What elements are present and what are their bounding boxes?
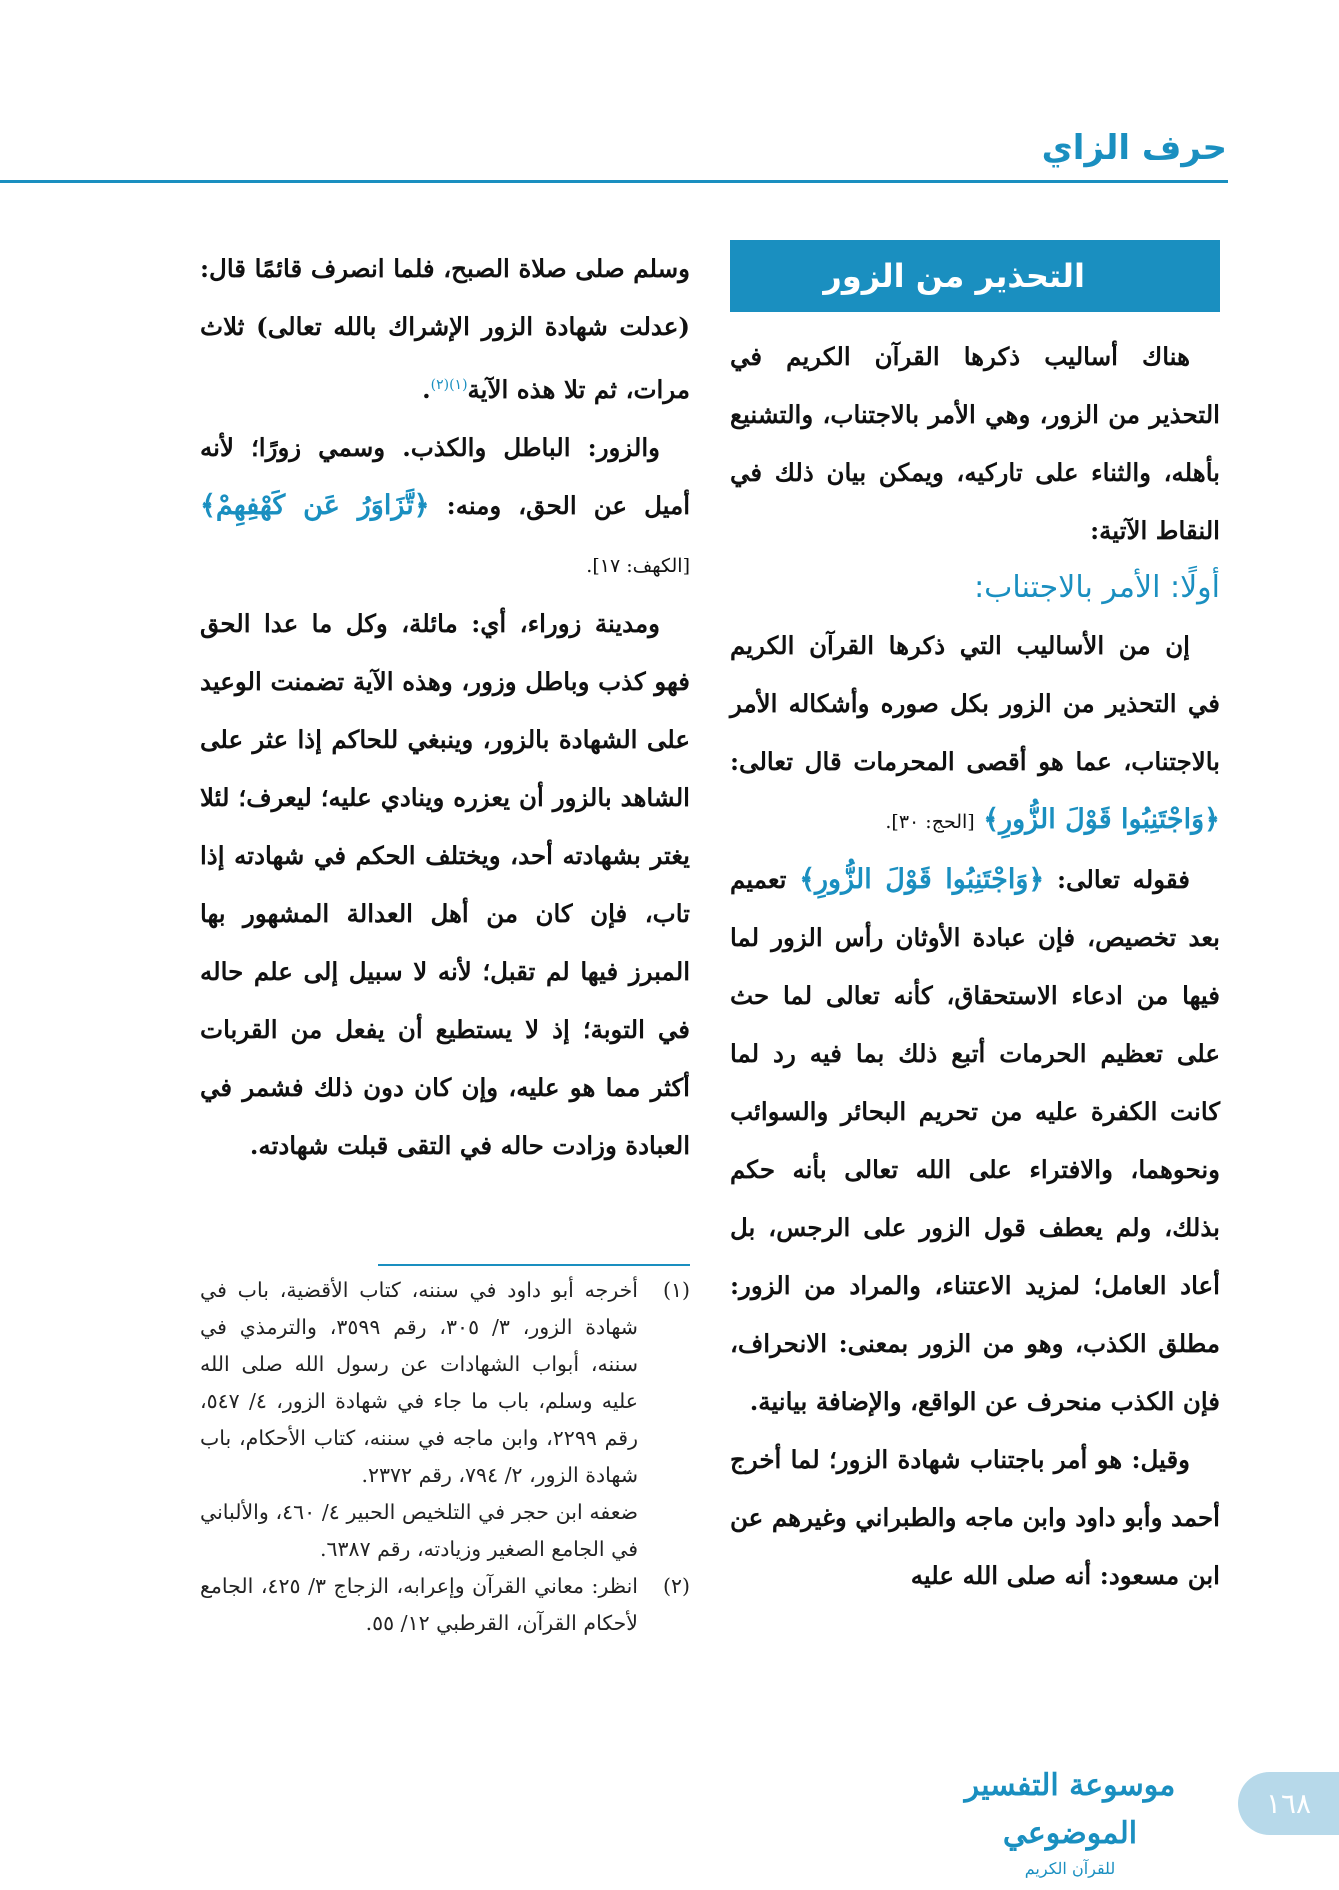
paragraph-text: تعميم بعد تخصيص، فإن عبادة الأوثان رأس الزور لما فيها من ادعاء الاستحقاق، كأنه تعالى لما حث على تعظيم الحرمات أتبع ذلك بما فيه رد لما كانت الكفرة عليه من تحريم البحائر والسوائب ونحوهما، والافتراء على الله تعالى بأنه حكم بذلك، ولم يعطف قول الزور على الرجس، بل أعاد العامل؛ لمزيد الاعتناء، والمراد من الزور: مطلق الكذب، وهو من الزور بمعنى: الانحراف، فإن الكذب منحرف عن الواقع، والإضافة بيانية. xyxy=(730,865,1220,1416)
quran-verse: ﴿وَاجْتَنِبُوا قَوْلَ الزُّورِ﴾ xyxy=(799,864,1045,895)
page-header-title: حرف الزاي xyxy=(1041,128,1227,168)
page-number: ١٦٨ xyxy=(1238,1772,1339,1835)
intro-paragraph: هناك أساليب ذكرها القرآن الكريم في التحذير من الزور، وهي الأمر بالاجتناب، والتشنيع بأهله، والثناء على تاركيه، ويمكن بيان ذلك في النقاط الآتية: xyxy=(730,342,1220,545)
footnotes xyxy=(200,1272,690,1642)
paragraph-text: إن من الأساليب التي ذكرها القرآن الكريم في التحذير من الزور بكل صوره وأشكاله الأمر بالاجتناب، عما هو أقصى المحرمات قال تعالى: xyxy=(730,631,1220,776)
subheading: أولًا: الأمر بالاجتناب: xyxy=(974,570,1220,605)
paragraph-text: . xyxy=(422,375,431,405)
verse-reference: [الحج: ٣٠]. xyxy=(885,811,975,833)
logo-subtitle: للقرآن الكريم xyxy=(1024,1859,1116,1878)
paragraph: وقيل: هو أمر باجتناب شهادة الزور؛ لما أخرج أحمد وأبو داود وابن ماجه والطبراني وغيرهم عن ابن مسعود: أنه صلى الله عليه xyxy=(730,1445,1220,1590)
paragraph xyxy=(730,617,1220,851)
paragraph xyxy=(730,851,1220,1431)
left-column xyxy=(200,240,690,1175)
paragraph-text: والزور: الباطل والكذب. وسمي زورًا؛ لأنه أميل عن الحق، ومنه: xyxy=(200,433,691,521)
footnote-divider xyxy=(378,1264,690,1266)
paragraph xyxy=(200,240,690,419)
footnote-text: أخرجه أبو داود في سننه، كتاب الأقضية، باب في شهادة الزور، ٣/ ٣٠٥، رقم ٣٥٩٩، والترمذي في سننه، أبواب الشهادات عن رسول الله صلى الله عليه وسلم، باب ما جاء في شهادة الزور، ٤/ ٥٤٧، رقم ٢٢٩٩، وابن ماجه في سننه، كتاب الأحكام، باب شهادة الزور، ٢/ ٧٩٤، رقم ٢٣٧٢. xyxy=(200,1278,638,1487)
footnote-text: انظر: معاني القرآن وإعرابه، الزجاج ٣/ ٤٢٥، الجامع لأحكام القرآن، القرطبي ١٢/ ٥٥. xyxy=(200,1574,638,1635)
paragraph xyxy=(200,419,690,595)
quran-verse: ﴿وَاجْتَنِبُوا قَوْلَ الزُّورِ﴾ xyxy=(983,804,1220,835)
verse-reference: [الكهف: ١٧]. xyxy=(586,555,690,578)
logo-title: موسوعة التفسير الموضوعي xyxy=(964,1768,1176,1851)
paragraph: ومدينة زوراء، أي: مائلة، وكل ما عدا الحق فهو كذب وباطل وزور، وهذه الآية تضمنت الوعيد على الشهادة بالزور، وينبغي للحاكم إذا عثر على الشاهد بالزور أن يعزره وينادي عليه؛ ليعرف؛ لئلا يغتر بشهادته أحد، ويختلف الحكم في شهادته إذا تاب، فإن كان من أهل العدالة المشهور بها المبرز فيها لم تقبل؛ لأنه لا سبيل إلى علم حاله في التوبة؛ إذ لا يستطيع أن يفعل من القربات أكثر مما هو عليه، وإن كان دون ذلك فشمر في العبادة وزادت حاله في التقى قبلت شهادته. xyxy=(200,609,690,1161)
paragraph-text: فقوله تعالى: xyxy=(1056,865,1191,894)
right-column xyxy=(730,240,1220,1605)
footnote-number: (١) xyxy=(662,1278,690,1302)
paragraph-text: وسلم صلى صلاة الصبح، فلما انصرف قائمًا قال: (عدلت شهادة الزور الإشراك بالله تعالى) ثلاث مرات، ثم تلا هذه الآية xyxy=(200,254,690,405)
footnote-marker[interactable]: (١)(٢) xyxy=(430,377,468,393)
footnote-number: (٢) xyxy=(662,1574,690,1598)
header-divider xyxy=(0,180,1228,183)
footnote xyxy=(200,1272,690,1494)
section-title: التحذير من الزور xyxy=(730,240,1220,312)
footnote xyxy=(200,1568,690,1642)
encyclopedia-logo xyxy=(920,1762,1220,1878)
footnote-text: ضعفه ابن حجر في التلخيص الحبير ٤/ ٤٦٠، والألباني في الجامع الصغير وزيادته، رقم ٦٣٨٧. xyxy=(200,1500,638,1561)
quran-verse: ﴿تَّزَاوَرُ عَن كَهْفِهِمْ﴾ xyxy=(200,490,430,522)
footnote xyxy=(200,1494,690,1568)
footnote-number xyxy=(638,1494,690,1568)
